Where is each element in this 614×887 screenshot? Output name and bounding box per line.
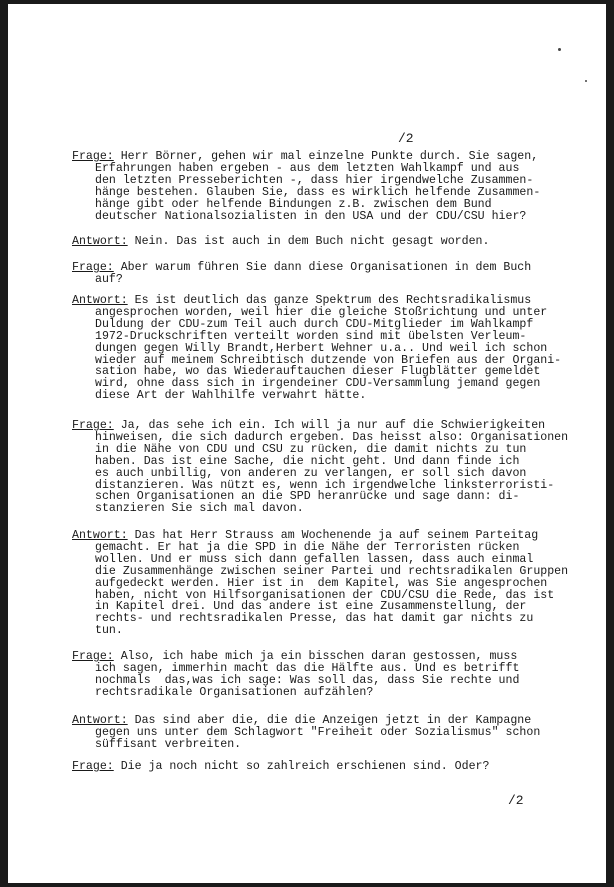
scan-speck	[585, 80, 587, 82]
text-line: in Kapitel drei. Und das andere ist eine Zusammenstellung, der	[95, 600, 527, 614]
first-line: Antwort: Das sind aber die, die die Anzeigen jetzt in der Kampagne	[72, 714, 532, 727]
speaker-label: Antwort:	[72, 294, 128, 307]
first-line: Frage: Also, ich habe mich ja ein bisschen daran gestossen, muss	[72, 650, 518, 663]
text-line: gegen uns unter dem Schlagwort "Freiheit oder Sozialismus" schon	[95, 725, 541, 739]
qa-block-3	[72, 262, 572, 286]
text-line: wollen. Und er muss sich dann gefallen lassen, dass auch einmal	[95, 552, 534, 566]
text-line: süffisant verbreiten.	[95, 737, 242, 751]
scan-speck	[558, 48, 561, 51]
first-line: Antwort: Es ist deutlich das ganze Spektrum des Rechtsradikalismus	[72, 294, 532, 307]
first-line: Frage: Die ja noch nicht so zahlreich erschienen sind. Oder?	[72, 760, 490, 773]
qa-block-5	[72, 420, 572, 515]
text-line: aufgedeckt werden. Hier ist in dem Kapitel, was Sie angesprochen	[95, 576, 548, 590]
qa-block-4	[72, 295, 572, 402]
text-line: schen Organisationen an die SPD heranrücke und sage dann: di-	[95, 490, 520, 504]
text-line: 1972-Druckschriften verteilt worden sind mit übelsten Verleum-	[95, 329, 527, 343]
first-line: Frage: Ja, das sehe ich ein. Ich will ja nur auf die Schwierigkeiten	[72, 419, 546, 432]
document-page	[8, 4, 606, 883]
first-line: Antwort: Nein. Das ist auch in dem Buch nicht gesagt worden.	[72, 235, 490, 248]
text-line: wieder auf meinem Schreibtisch dutzende von Briefen aus der Organi-	[95, 353, 562, 367]
qa-block-1	[72, 151, 572, 222]
text-line: rechtsradikale Organisationen aufzählen?	[95, 685, 374, 699]
text-line: angesprochen worden, weil hier die gleiche Stoßrichtung und unter	[95, 305, 548, 319]
text-line: nochmals das,was ich sage: Was soll das, dass Sie rechte und	[95, 673, 520, 687]
text-line: sation habe, wo das Wiederauftauchen dieser Flugblätter gemeldet	[95, 365, 541, 379]
text-line: wird, ohne dass sich in irgendeiner CDU-Versammlung jemand gegen	[95, 377, 541, 391]
speaker-label: Frage:	[72, 150, 114, 163]
text-line: diese Art der Wahlhilfe verwahrt hätte.	[95, 389, 367, 403]
text-line: haben, nicht von Hilfsorganisationen der CDU/CSU die Rede, das ist	[95, 588, 555, 602]
first-line: Frage: Aber warum führen Sie dann diese Organisationen in dem Buch	[72, 261, 532, 274]
text-line: Duldung der CDU-zum Teil auch durch CDU-Mitglieder im Wahlkampf	[95, 317, 534, 331]
text-line: distanzieren. Was nützt es, wenn ich irgendwelche linksterroristi-	[95, 478, 555, 492]
text-line: dungen gegen Willy Brandt,Herbert Wehner u.a.. Und weil ich schon	[95, 341, 548, 355]
qa-block-9	[72, 761, 572, 773]
first-line: Frage: Herr Börner, gehen wir mal einzelne Punkte durch. Sie sagen,	[72, 150, 539, 163]
speaker-label: Frage:	[72, 419, 114, 432]
speaker-label: Frage:	[72, 261, 114, 274]
text-line: haben. Das ist eine Sache, die nicht geht. Und dann finde ich	[95, 454, 520, 468]
page-number-bottom: /2	[508, 793, 524, 808]
qa-block-2	[72, 236, 572, 248]
speaker-label: Antwort:	[72, 529, 128, 542]
speaker-label: Antwort:	[72, 235, 128, 248]
text-line: deutscher Nationalsozialisten in den USA und der CDU/CSU hier?	[95, 209, 527, 223]
text-line: auf?	[95, 272, 123, 286]
speaker-label: Frage:	[72, 760, 114, 773]
text-line: gemacht. Er hat ja die SPD in die Nähe der Terroristen rücken	[95, 540, 520, 554]
speaker-label: Frage:	[72, 650, 114, 663]
text-line: hinweisen, die sich dadurch ergeben. Das heisst also: Organisationen	[95, 430, 569, 444]
text-line: rechts- und rechtsradikalen Presse, das hat damit gar nichts zu	[95, 612, 534, 626]
text-line: in die Nähe von CDU und CSU zu rücken, die damit nichts zu tun	[95, 442, 527, 456]
qa-block-8	[72, 715, 572, 751]
qa-block-7	[72, 651, 572, 699]
speaker-label: Antwort:	[72, 714, 128, 727]
text-line: ich sagen, immerhin macht das die Hälfte aus. Und es betrifft	[95, 661, 520, 675]
qa-block-6	[72, 530, 572, 637]
text-line: es auch unbillig, von anderen zu verlangen, er soll sich davon	[95, 466, 527, 480]
page-number-top: /2	[398, 131, 414, 146]
text-line: die Zusammenhänge zwischen seiner Partei und rechtsradikalen Gruppen	[95, 564, 569, 578]
first-line: Antwort: Das hat Herr Strauss am Wochenende ja auf seinem Parteitag	[72, 529, 539, 542]
text-line: hänge gibt oder helfende Bindungen z.B. zwischen dem Bund	[95, 197, 492, 211]
text-line: tun.	[95, 624, 123, 638]
text-line: hänge bestehen. Glauben Sie, dass es wirklich helfende Zusammen-	[95, 185, 541, 199]
text-line: den letzten Presseberichten -, dass hier irgendwelche Zusammen-	[95, 173, 534, 187]
text-line: Erfahrungen haben ergeben - aus dem letzten Wahlkampf und aus	[95, 161, 520, 175]
text-line: stanzieren Sie sich mal davon.	[95, 502, 304, 516]
